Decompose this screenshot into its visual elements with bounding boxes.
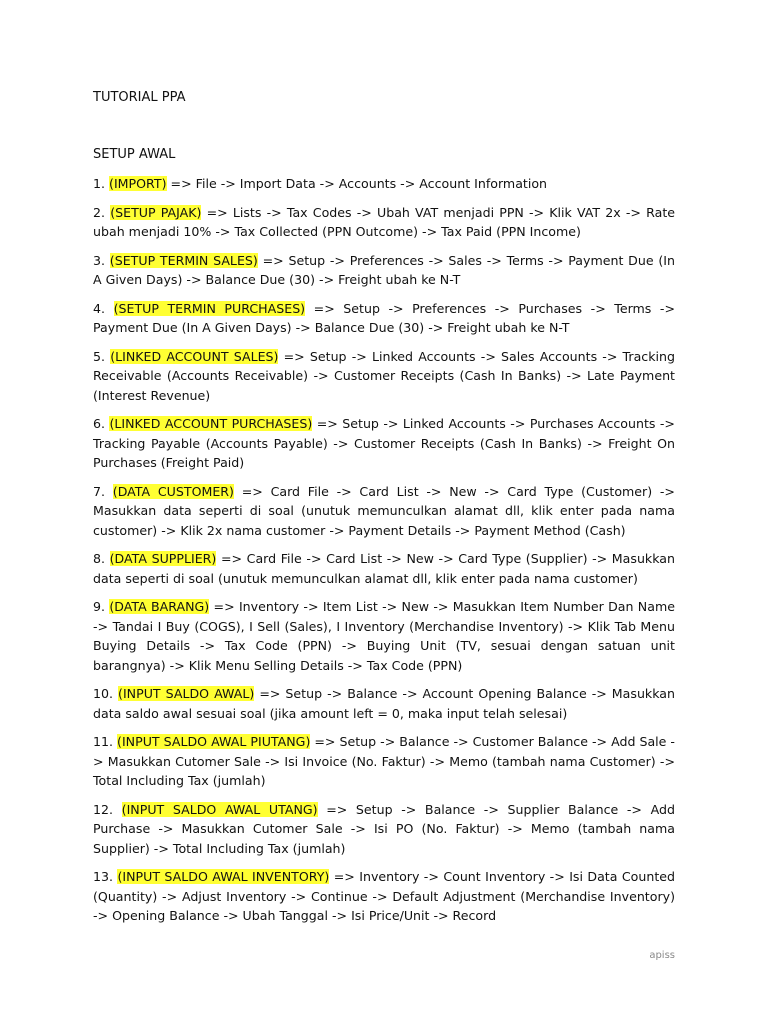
step-highlight-label: (LINKED ACCOUNT SALES)	[110, 348, 279, 364]
step-text: => Setup -> Preferences -> Sales -> Terms -> Payment Due (In A Given Days) -> Balance Due (30) -> Freight ubah ke N-T	[93, 252, 675, 287]
step-item	[93, 251, 675, 290]
step-text: => Inventory -> Count Inventory -> Isi Data Counted (Quantity) -> Adjust Inventory -> Continue -> Default Adjustment (Merchandise Inventory) -> Opening Balance -> Ubah Tanggal -> Isi Price/Unit -> Record	[93, 869, 675, 923]
step-highlight-label: (SETUP TERMIN SALES)	[109, 252, 258, 268]
page-footer: apiss	[649, 950, 675, 961]
step-number: 3.	[93, 252, 106, 268]
step-text: => Setup -> Linked Accounts -> Sales Accounts -> Tracking Receivable (Accounts Receivable) -> Customer Receipts (Cash In Banks) -> Late Payment (Interest Revenue)	[93, 348, 675, 403]
step-highlight-label: (LINKED ACCOUNT PURCHASES)	[109, 416, 313, 431]
step-number: 12.	[93, 801, 114, 817]
step-highlight-label: (DATA BARANG)	[109, 599, 210, 614]
step-item	[93, 414, 675, 473]
step-text: => Setup -> Balance -> Supplier Balance -> Add Purchase -> Masukkan Cutomer Sale -> Isi PO (No. Faktur) -> Memo (tambah nama Supplier) -> Total Including Tax (jumlah)	[93, 801, 675, 856]
step-number: 5.	[93, 348, 106, 364]
step-highlight-label: (SETUP TERMIN PURCHASES)	[113, 300, 306, 316]
step-item	[93, 549, 675, 588]
step-text: => Card File -> Card List -> New -> Card Type (Customer) -> Masukkan data seperti di soal (unutuk memunculkan alamat dll, klik enter pada nama customer) -> Klik 2x nama customer -> Payment Details -> Payment Method (Cash)	[93, 483, 675, 538]
step-item	[93, 732, 675, 791]
step-item	[93, 684, 675, 723]
step-text: => Inventory -> Item List -> New -> Masukkan Item Number Dan Name -> Tandai I Buy (COGS), I Sell (Sales), I Inventory (Merchandise Inventory) -> Klik Tab Menu Buying Details -> Tax Code (PPN) -> Buying Unit (TV, sesuai dengan satuan unit barangnya) -> Klik Menu Selling Details -> Tax Code (PPN)	[93, 599, 675, 673]
step-number: 8.	[93, 551, 106, 566]
steps-list	[93, 174, 675, 935]
step-highlight-label: (INPUT SALDO AWAL UTANG)	[121, 801, 318, 817]
step-item	[93, 800, 675, 859]
step-item	[93, 203, 675, 242]
step-text: => Setup -> Linked Accounts -> Purchases Accounts -> Tracking Payable (Accounts Payable) -> Customer Receipts (Cash In Banks) -> Freight On Purchases (Freight Paid)	[93, 416, 675, 470]
step-highlight-label: (INPUT SALDO AWAL PIUTANG)	[117, 734, 311, 749]
step-number: 13.	[93, 869, 114, 884]
document-title: TUTORIAL PPA	[93, 90, 186, 105]
step-number: 6.	[93, 416, 106, 431]
step-item	[93, 482, 675, 541]
step-text: => Setup -> Balance -> Customer Balance -> Add Sale -> Masukkan Cutomer Sale -> Isi Invoice (No. Faktur) -> Memo (tambah nama Customer) -> Total Including Tax (jumlah)	[93, 734, 675, 788]
step-highlight-label: (INPUT SALDO AWAL)	[118, 686, 255, 701]
step-number: 1.	[93, 176, 106, 191]
step-number: 7.	[93, 483, 106, 499]
step-text: => Lists -> Tax Codes -> Ubah VAT menjadi PPN -> Klik VAT 2x -> Rate ubah menjadi 10% -> Tax Collected (PPN Outcome) -> Tax Paid (PPN Income)	[93, 204, 676, 239]
step-text: => Setup -> Balance -> Account Opening Balance -> Masukkan data saldo awal sesuai soal (jika amount left = 0, maka input telah selesai)	[93, 686, 676, 721]
step-number: 2.	[93, 204, 106, 220]
step-highlight-label: (DATA SUPPLIER)	[109, 551, 217, 566]
step-item	[93, 867, 675, 926]
step-text: => File -> Import Data -> Accounts -> Account Information	[170, 176, 548, 191]
step-highlight-label: (IMPORT)	[109, 176, 167, 191]
step-number: 9.	[93, 599, 106, 614]
step-number: 11.	[93, 734, 114, 749]
step-number: 4.	[93, 300, 106, 316]
step-text: => Card File -> Card List -> New -> Card Type (Supplier) -> Masukkan data seperti di soal (unutuk memunculkan alamat dll, klik enter pada nama customer)	[93, 551, 675, 586]
step-item	[93, 597, 675, 675]
step-highlight-label: (INPUT SALDO AWAL INVENTORY)	[117, 869, 330, 884]
step-item	[93, 174, 675, 194]
step-highlight-label: (SETUP PAJAK)	[110, 204, 202, 220]
step-number: 10.	[93, 686, 114, 701]
step-highlight-label: (DATA CUSTOMER)	[112, 483, 234, 499]
section-title: SETUP AWAL	[93, 147, 176, 162]
step-item	[93, 299, 675, 338]
step-text: => Setup -> Preferences -> Purchases -> Terms -> Payment Due (In A Given Days) -> Balance Due (30) -> Freight ubah ke N-T	[93, 300, 676, 335]
step-item	[93, 347, 675, 406]
